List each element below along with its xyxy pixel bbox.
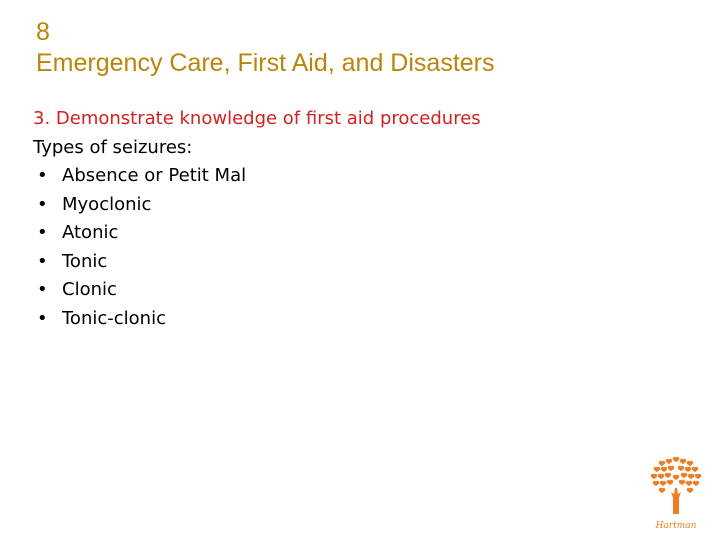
list-item [33,248,481,277]
list-item [33,276,481,305]
slide-title [36,17,495,79]
list-item [33,191,481,220]
heart-tree-icon [644,454,708,534]
list-item-text: Tonic-clonic [62,307,166,329]
logo-wordmark: Hartman [655,521,697,531]
list-item-text: Absence or Petit Mal [62,165,247,186]
learning-objective: 3. Demonstrate knowledge of first aid procedures [33,108,481,129]
bullet-icon: • [37,279,48,300]
list-item-text: Myoclonic [62,193,152,215]
list-intro: Types of seizures: [33,136,193,158]
bullet-icon: • [37,193,48,215]
bullet-icon: • [37,222,48,243]
list-item-text: Atonic [62,222,119,243]
list-item-text: Clonic [62,279,117,300]
seizure-types-list [33,162,481,333]
bullet-icon: • [37,165,48,186]
chapter-number: 8 [36,18,50,46]
slide-content [33,105,481,333]
list-item [33,305,481,334]
list-item [33,162,481,191]
bullet-icon: • [37,307,48,329]
bullet-icon: • [37,250,48,272]
list-item-text: Tonic [62,250,108,272]
chapter-title: Emergency Care, First Aid, and Disasters [36,49,495,77]
list-item [33,219,481,248]
hartman-logo [644,454,708,534]
